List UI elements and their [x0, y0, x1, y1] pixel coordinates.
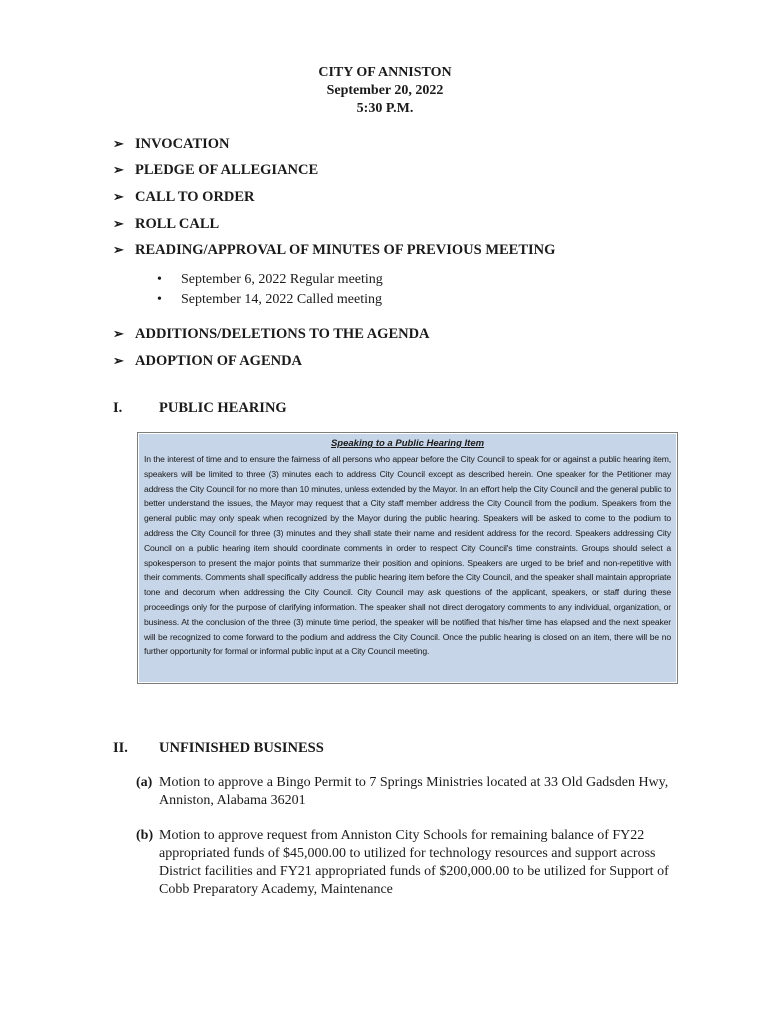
- agenda-item-adoption: [113, 352, 302, 370]
- section-heading-public-hearing: [113, 399, 287, 417]
- agenda-item-invocation: [113, 135, 230, 153]
- section-title: UNFINISHED BUSINESS: [159, 740, 324, 756]
- agenda-item-label: READING/APPROVAL OF MINUTES OF PREVIOUS MEETING: [135, 242, 556, 258]
- notice-body: In the interest of time and to ensure the fairness of all persons who appear before the City Council to speak for or against a public hearing item, speakers will be limited to three (3) minutes each to address City Council except as described herein. One speaker for the Petitioner may address the City Council for no more than 10 minutes, unless extended by the Mayor. In an effort help the City Council and the general public to better understand the issues, the Mayor may request that a City staff member address the City Council from the podium. Speakers from the general public may only speak when recognized by the Mayor during the public hearing. Speakers will be asked to come to the podium to address the City Council for three (3) minutes and they shall state their name and resident address for the record. Speakers addressing City Council on a public hearing item should coordinate comments in order to respect City Council's time constraints. Groups should select a spokesperson to present the major points that summarize their position and opinions. Speakers are urged to be brief and non-repetitive with their comments. Comments shall specifically address the public hearing item before the City Council, and the speaker shall maintain appropriate tone and decorum when addressing the City Council. City Council may ask questions of the applicant, speakers, or staff during these proceedings only for the purpose of clarifying information. The speaker shall not direct derogatory comments to any individual, organization, or business. At the conclusion of the three (3) minute time period, the speaker will be notified that his/her time has elapsed and the next speaker will be recognized to come forward to the podium and address the City Council. Once the public hearing is closed on an item, there will be no further opportunity for formal or informal public input at a City Council meeting.: [144, 454, 671, 657]
- motion-text: Motion to approve request from Anniston City Schools for remaining balance of FY22 appropriated funds of $45,000.00 to utilized for technology resources and support across District facilities and FY21 appropriated funds of $200,000.00 to be utilized for Support of Cobb Preparatory Academy, Maintenance: [159, 828, 669, 897]
- city-name: CITY OF ANNISTON: [318, 65, 452, 80]
- arrow-bullet-icon: ➢: [113, 162, 124, 177]
- agenda-item-minutes: [113, 241, 555, 259]
- agenda-item-call-to-order: [113, 188, 255, 206]
- agenda-item-additions: [113, 325, 430, 343]
- list-item: [157, 270, 383, 290]
- document-header: [0, 64, 770, 118]
- minutes-list: [157, 270, 383, 310]
- arrow-bullet-icon: ➢: [113, 189, 124, 204]
- meeting-date: September 20, 2022: [326, 83, 444, 98]
- motion-text: Motion to approve a Bingo Permit to 7 Springs Ministries located at 33 Old Gadsden Hwy, Anniston, Alabama 36201: [159, 775, 669, 808]
- minutes-entry: September 14, 2022 Called meeting: [181, 292, 383, 307]
- agenda-item-label: ADOPTION OF AGENDA: [135, 353, 303, 369]
- bullet-icon: •: [157, 272, 162, 287]
- agenda-item-label: ROLL CALL: [135, 216, 220, 232]
- arrow-bullet-icon: ➢: [113, 242, 124, 257]
- motion-label: (a): [136, 775, 153, 790]
- agenda-item-label: PLEDGE OF ALLEGIANCE: [135, 162, 319, 178]
- meeting-time: 5:30 P.M.: [356, 101, 414, 116]
- motion-item: [136, 827, 676, 899]
- notice-title: Speaking to a Public Hearing Item: [330, 438, 485, 449]
- agenda-item-pledge: [113, 161, 318, 179]
- motion-label: (b): [136, 828, 154, 843]
- list-item: [157, 290, 383, 310]
- section-heading-unfinished-business: [113, 739, 324, 757]
- agenda-item-roll-call: [113, 215, 219, 233]
- arrow-bullet-icon: ➢: [113, 136, 124, 151]
- section-title: PUBLIC HEARING: [159, 400, 287, 416]
- minutes-entry: September 6, 2022 Regular meeting: [181, 272, 383, 287]
- bullet-icon: •: [157, 292, 162, 307]
- agenda-item-label: CALL TO ORDER: [135, 189, 255, 205]
- section-number: I.: [113, 400, 123, 416]
- arrow-bullet-icon: ➢: [113, 326, 124, 341]
- arrow-bullet-icon: ➢: [113, 216, 124, 231]
- section-number: II.: [113, 740, 128, 756]
- motion-item: [136, 774, 676, 810]
- public-hearing-notice: [137, 432, 678, 684]
- arrow-bullet-icon: ➢: [113, 353, 124, 368]
- agenda-item-label: ADDITIONS/DELETIONS TO THE AGENDA: [135, 326, 430, 342]
- agenda-item-label: INVOCATION: [135, 136, 230, 152]
